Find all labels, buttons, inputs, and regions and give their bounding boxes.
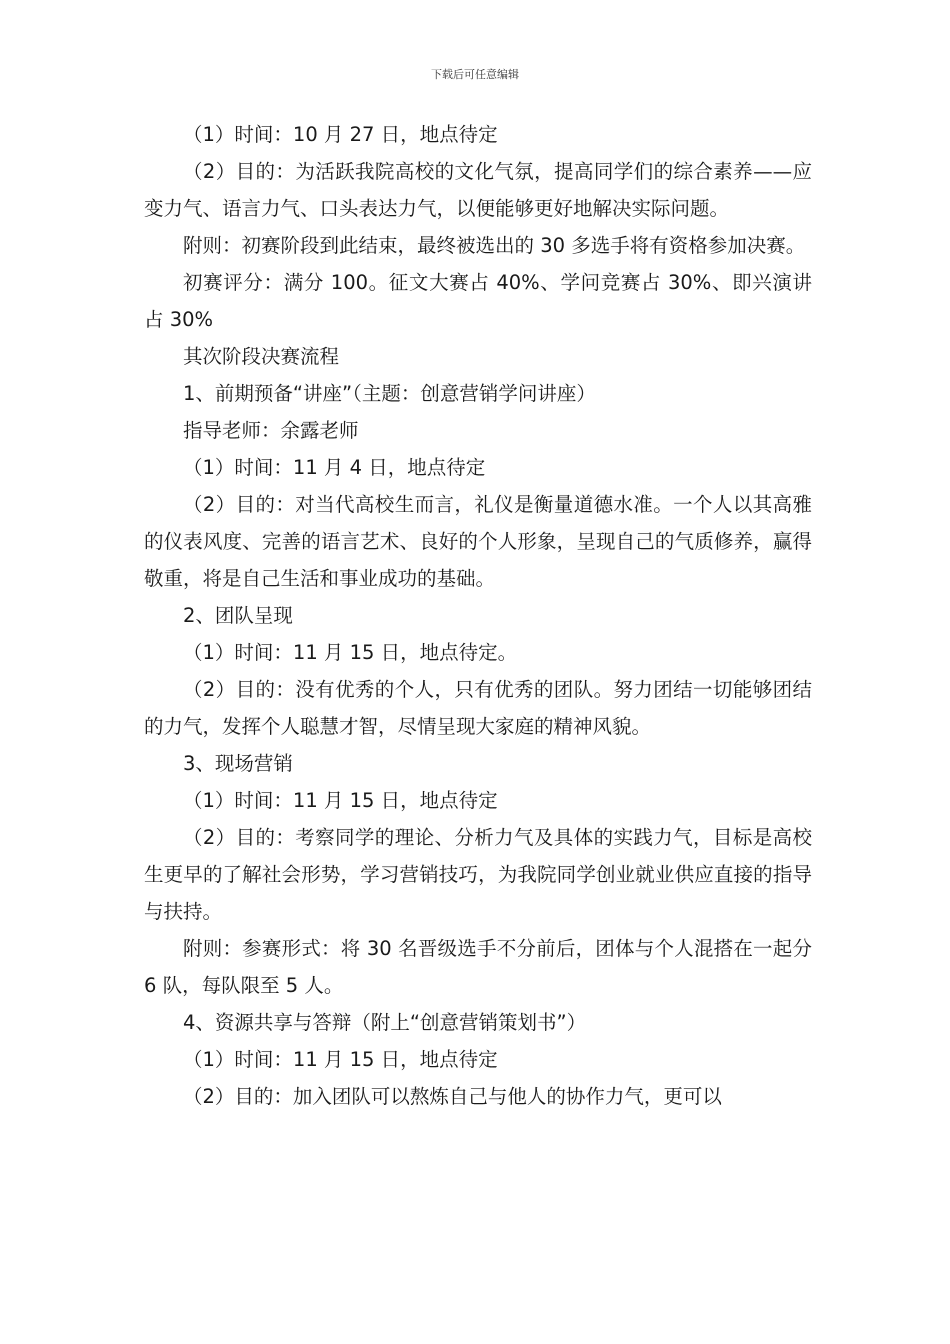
section-heading: 2、团队呈现 (183, 604, 293, 627)
section-heading: 3、现场营销 (183, 752, 293, 775)
section-heading: 其次阶段决赛流程 (183, 345, 340, 368)
paragraph: 附则：初赛阶段到此结束，最终被选出的 30 多选手将有资格参加决赛。 (183, 234, 806, 257)
section-heading: 4、资源共享与答辩（附上“创意营销策划书”） (183, 1011, 587, 1034)
paragraph: 附则：参赛形式：将 30 名晋级选手不分前后，团体与个人混搭在一起分 6 队，每队限至 5 人。 (144, 937, 812, 997)
paragraph: （2）目的：考察同学的理论、分析力气及具体的实践力气，目标是高校生更早的了解社会形势，学习营销技巧，为我院同学创业就业供应直接的指导与扶持。 (144, 826, 812, 923)
paragraph: 初赛评分：满分 100。征文大赛占 40%、学问竞赛占 30%、即兴演讲占 30% (144, 271, 812, 331)
paragraph: （1）时间：11 月 15 日，地点待定。 (183, 641, 518, 664)
paragraph: （1）时间：10 月 27 日，地点待定 (183, 123, 498, 146)
section-heading: 1、前期预备“讲座”（主题：创意营销学问讲座） (183, 382, 596, 405)
paragraph: （2）目的：加入团队可以熬炼自己与他人的协作力气，更可以 (183, 1085, 722, 1108)
paragraph: （1）时间：11 月 15 日，地点待定 (183, 789, 498, 812)
document-body (144, 116, 812, 1115)
paragraph: （2）目的：没有优秀的个人，只有优秀的团队。努力团结一切能够团结的力气，发挥个人聪慧才智，尽情呈现大家庭的精神风貌。 (144, 678, 812, 738)
paragraph: （1）时间：11 月 4 日，地点待定 (183, 456, 486, 479)
page-header: 下载后可任意编辑 (431, 68, 519, 81)
paragraph: 指导老师：余露老师 (183, 419, 359, 442)
paragraph: （2）目的：为活跃我院高校的文化气氛，提高同学们的综合素养——应变力气、语言力气、口头表达力气，以便能够更好地解决实际问题。 (144, 160, 812, 220)
paragraph: （1）时间：11 月 15 日，地点待定 (183, 1048, 498, 1071)
paragraph: （2）目的：对当代高校生而言，礼仪是衡量道德水准。一个人以其高雅的仪表风度、完善的语言艺术、良好的个人形象，呈现自己的气质修养，赢得敬重，将是自己生活和事业成功的基础。 (144, 493, 812, 590)
